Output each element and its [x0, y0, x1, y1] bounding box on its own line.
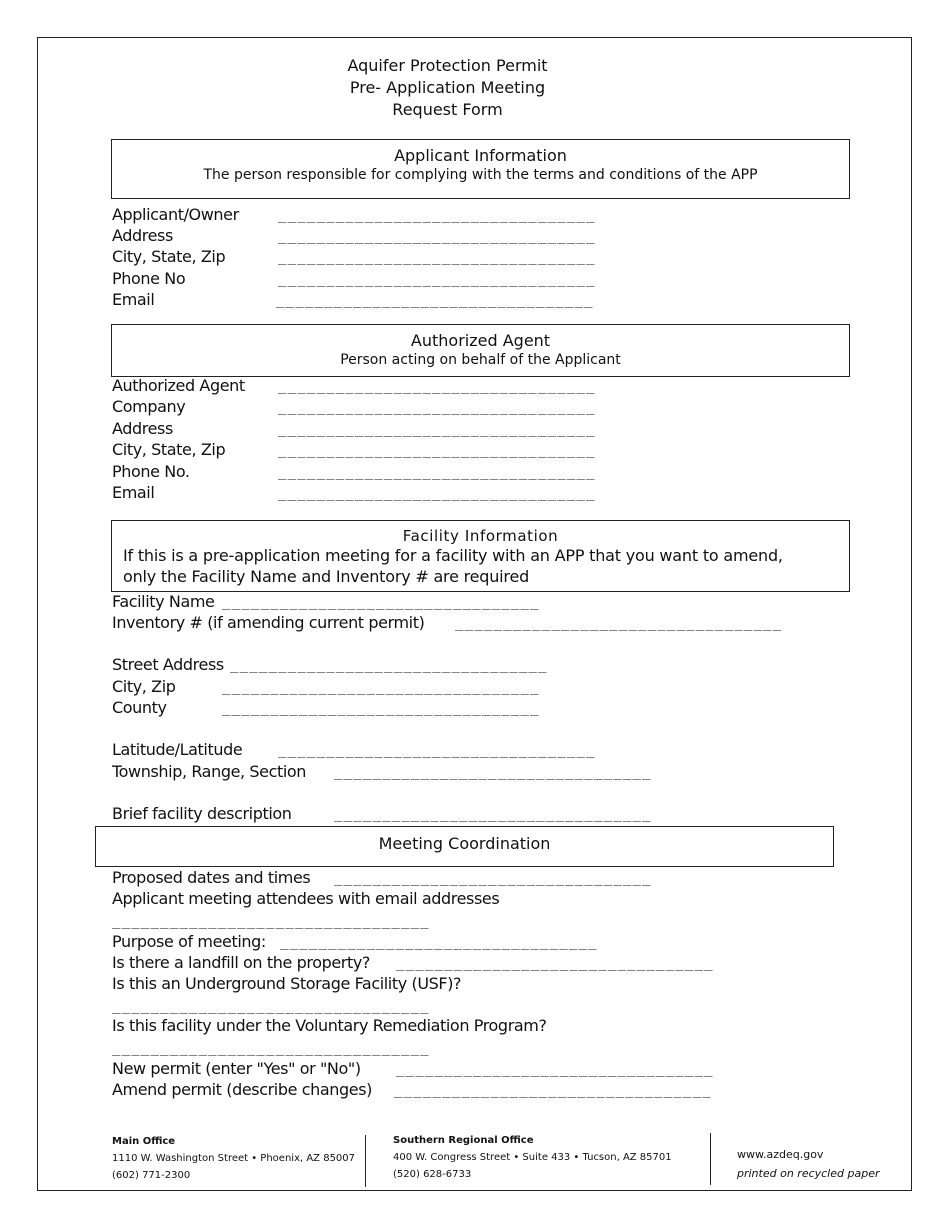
agent-address-field[interactable]: _________________________________ [278, 421, 596, 437]
recycled-note: printed on recycled paper [737, 1167, 880, 1180]
new-permit-field[interactable]: _________________________________ [396, 1061, 714, 1077]
agent-city-label: City, State, Zip [112, 440, 226, 459]
agent-phone-label: Phone No. [112, 462, 190, 481]
southern-office-address: 400 W. Congress Street • Suite 433 • Tucson, AZ 85701 [393, 1152, 672, 1163]
vrp-field[interactable]: _________________________________ [112, 1040, 430, 1056]
agent-email-field[interactable]: _________________________________ [278, 485, 596, 501]
section-heading: Meeting Coordination [378, 834, 551, 853]
new-permit-label: New permit (enter "Yes" or "No") [112, 1059, 361, 1078]
section-heading: Facility Information [402, 527, 559, 545]
main-office-address: 1110 W. Washington Street • Phoenix, AZ 85007 [112, 1153, 356, 1164]
inventory-field[interactable]: __________________________________ [455, 615, 783, 631]
agent-company-field[interactable]: _________________________________ [278, 399, 596, 415]
latlong-label: Latitude/Latitude [112, 740, 243, 759]
vrp-label: Is this facility under the Voluntary Remediation Program? [112, 1016, 547, 1035]
agent-email-label: Email [112, 483, 155, 502]
applicant-phone-field[interactable]: _________________________________ [278, 271, 596, 287]
title-line-1: Aquifer Protection Permit [347, 56, 548, 75]
website-link[interactable]: www.azdeq.gov [737, 1148, 824, 1161]
city-zip-field[interactable]: _________________________________ [222, 679, 540, 695]
section-subheading: The person responsible for complying with the terms and conditions of the APP [203, 167, 758, 183]
meeting-coordination-header [95, 826, 834, 867]
southern-office-block [393, 1132, 672, 1183]
facility-note [123, 545, 783, 587]
facility-info-header [111, 520, 850, 592]
title-line-3: Request Form [392, 100, 503, 119]
description-field[interactable]: _________________________________ [334, 806, 652, 822]
facility-name-label: Facility Name [112, 592, 215, 611]
amend-permit-label: Amend permit (describe changes) [112, 1080, 372, 1099]
form-title [250, 55, 645, 121]
applicant-owner-field[interactable]: _________________________________ [278, 207, 596, 223]
proposed-dates-field[interactable]: _________________________________ [334, 870, 652, 886]
agent-phone-field[interactable]: _________________________________ [278, 464, 596, 480]
southern-office-phone: (520) 628-6733 [393, 1169, 472, 1180]
usf-field[interactable]: _________________________________ [112, 998, 430, 1014]
facility-note-line-2: only the Facility Name and Inventory # are required [123, 567, 530, 586]
title-line-2: Pre- Application Meeting [349, 78, 546, 97]
township-field[interactable]: _________________________________ [334, 764, 652, 780]
applicant-email-field[interactable]: _________________________________ [276, 292, 594, 308]
purpose-label: Purpose of meeting: [112, 932, 266, 951]
landfill-label: Is there a landfill on the property? [112, 953, 370, 972]
attendees-label: Applicant meeting attendees with email addresses [112, 889, 500, 908]
township-label: Township, Range, Section [112, 762, 307, 781]
applicant-city-label: City, State, Zip [112, 247, 226, 266]
inventory-label: Inventory # (if amending current permit) [112, 613, 425, 632]
proposed-dates-label: Proposed dates and times [112, 868, 311, 887]
agent-name-field[interactable]: _________________________________ [278, 378, 596, 394]
facility-name-field[interactable]: _________________________________ [222, 594, 540, 610]
section-subheading: Person acting on behalf of the Applicant [340, 352, 621, 368]
applicant-address-field[interactable]: _________________________________ [278, 228, 596, 244]
applicant-city-field[interactable]: _________________________________ [278, 249, 596, 265]
applicant-address-label: Address [112, 226, 173, 245]
section-heading: Applicant Information [394, 146, 567, 165]
applicant-phone-label: Phone No [112, 269, 186, 288]
main-office-phone: (602) 771-2300 [112, 1170, 191, 1181]
amend-permit-field[interactable]: _________________________________ [394, 1082, 712, 1098]
applicant-info-header [111, 139, 850, 199]
authorized-agent-header [111, 324, 850, 377]
attendees-field[interactable]: _________________________________ [112, 913, 430, 929]
main-office-block [112, 1133, 355, 1184]
applicant-email-label: Email [112, 290, 155, 309]
description-label: Brief facility description [112, 804, 292, 823]
footer-divider [710, 1133, 711, 1185]
website-block [737, 1145, 879, 1183]
street-address-field[interactable]: _________________________________ [230, 657, 548, 673]
footer-divider [365, 1135, 366, 1187]
usf-label: Is this an Underground Storage Facility (USF)? [112, 974, 462, 993]
southern-office-label: Southern Regional Office [393, 1135, 534, 1146]
street-address-label: Street Address [112, 655, 224, 674]
applicant-owner-label: Applicant/Owner [112, 205, 239, 224]
agent-address-label: Address [112, 419, 173, 438]
main-office-label: Main Office [112, 1136, 176, 1147]
agent-name-label: Authorized Agent [112, 376, 245, 395]
landfill-field[interactable]: _________________________________ [396, 955, 714, 971]
section-heading: Authorized Agent [410, 331, 551, 350]
agent-company-label: Company [112, 397, 186, 416]
county-field[interactable]: _________________________________ [222, 700, 540, 716]
purpose-field[interactable]: _________________________________ [280, 934, 598, 950]
latlong-field[interactable]: _________________________________ [278, 742, 596, 758]
county-label: County [112, 698, 167, 717]
agent-city-field[interactable]: _________________________________ [278, 442, 596, 458]
city-zip-label: City, Zip [112, 677, 176, 696]
facility-note-line-1: If this is a pre-application meeting for a facility with an APP that you want to amend, [123, 546, 783, 565]
